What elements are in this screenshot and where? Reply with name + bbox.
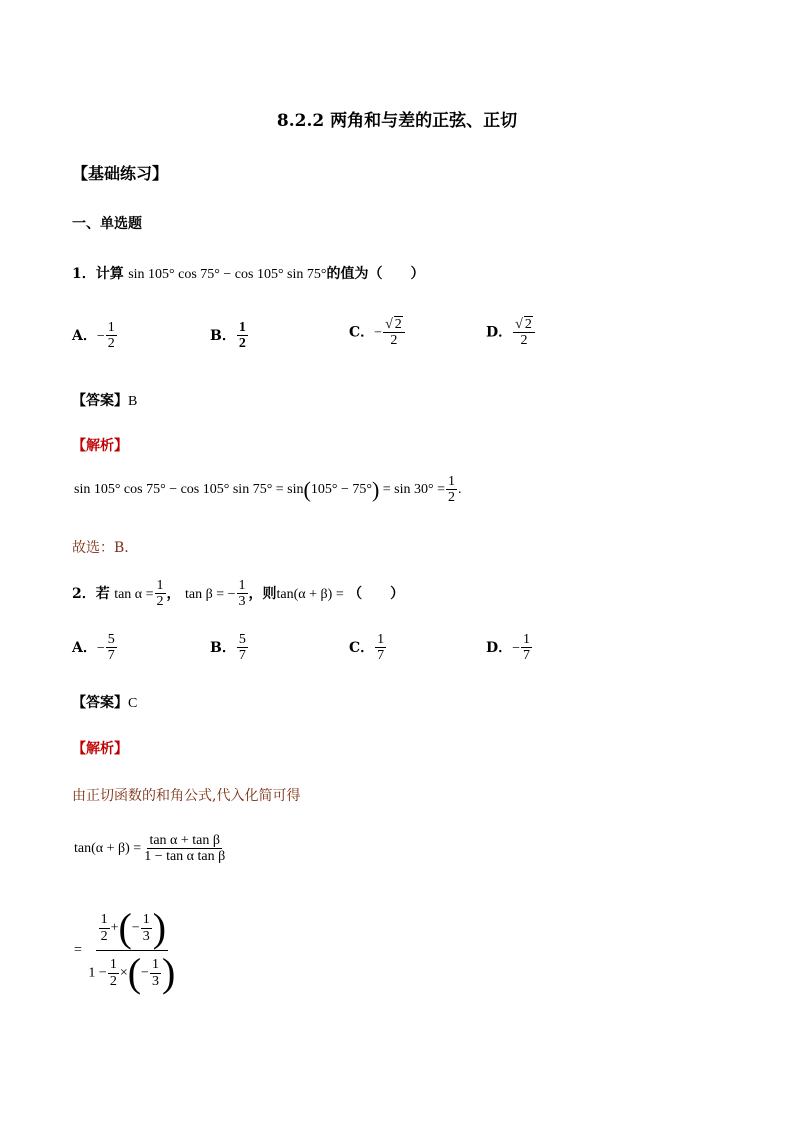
- question-2-option-c[interactable]: C． $\frac{1}{7}$: [349, 632, 385, 664]
- question-1-option-d[interactable]: [486, 316, 536, 349]
- question-2-answer: 【答案】C: [72, 695, 138, 711]
- question-2-option-a[interactable]: A．− $\frac{5}{7}$: [72, 632, 115, 664]
- option-label: D．: [486, 324, 513, 341]
- answer-value: B: [128, 394, 138, 409]
- question-1-lead: 计算: [95, 266, 124, 282]
- sqrt-icon: √: [515, 317, 523, 332]
- question-2-step: = $\frac{1}{2}$ +(− $\frac{1}{3}$ ) 1 − $\frac{1}{2}$ ×(− $\frac{1}{3}$ ): [74, 905, 176, 995]
- answer-label: 【答案】: [72, 393, 128, 409]
- solution-fraction: $\frac{1}{2}$: [448, 474, 456, 506]
- question-2-lead: 若: [95, 585, 110, 602]
- question-1-analysis-label: 【解析】: [72, 438, 128, 454]
- question-2-number: 2．: [72, 585, 96, 602]
- option-sign: −: [96, 328, 105, 344]
- question-1-solution: sin 105° cos 75° − cos 105° sin 75° = sin(105° − 75°) = sin 30° = $\frac{1}{2}$ .: [74, 474, 462, 506]
- compound-fraction: $\frac{1}{2}$ +(− $\frac{1}{3}$ ) 1 − $\frac{1}{2}$ ×(− $\frac{1}{3}$ ): [88, 905, 176, 995]
- question-1-expression: sin 105° cos 75° − cos 105° sin 75°: [128, 267, 327, 282]
- question-1-option-c[interactable]: [349, 316, 406, 349]
- question-1-choice: 故选：B.: [72, 540, 129, 556]
- section-type-heading: 一、单选题: [72, 216, 142, 232]
- section-basic-heading: 【基础练习】: [72, 164, 169, 183]
- option-label: C．: [349, 324, 375, 341]
- question-2-option-b[interactable]: B． $\frac{5}{7}$: [210, 632, 246, 664]
- question-1-tail: 的值为（ ）: [326, 266, 425, 282]
- question-2-option-d[interactable]: D．− $\frac{1}{7}$: [486, 632, 531, 664]
- question-1-option-b[interactable]: [210, 320, 249, 352]
- option-label: B．: [210, 327, 236, 344]
- option-fraction: $\frac{√ 2}{2}$: [383, 316, 405, 349]
- option-label: A．: [72, 327, 97, 344]
- sqrt-icon: √: [385, 317, 393, 332]
- option-fraction: $\frac{√ 2}{2}$: [513, 316, 535, 349]
- question-2-explanation: 由正切函数的和角公式,代入化简可得: [72, 788, 301, 804]
- question-1-number: 1．: [72, 266, 96, 282]
- page-title: 8.2.2 两角和与差的正弦、正切: [276, 111, 518, 131]
- question-1: [72, 263, 425, 283]
- question-1-answer: [72, 390, 137, 410]
- question-2: 2．若 tan α = $\frac{1}{2}$ ， tan β = − $\frac{1}{3}$ ，则tan(α + β) = （ ）: [72, 578, 405, 610]
- question-1-option-a[interactable]: [72, 320, 118, 352]
- option-sign: −: [374, 325, 383, 341]
- question-2-analysis-label: 【解析】: [72, 741, 128, 757]
- option-fraction: $\frac{1}{2}$: [107, 320, 115, 352]
- option-fraction: $\frac{1}{2}$: [238, 320, 246, 352]
- question-2-formula: tan(α + β) = $\frac{\text{tan α + tan β}}{\text{1 − tan α tan β}}$: [74, 833, 226, 865]
